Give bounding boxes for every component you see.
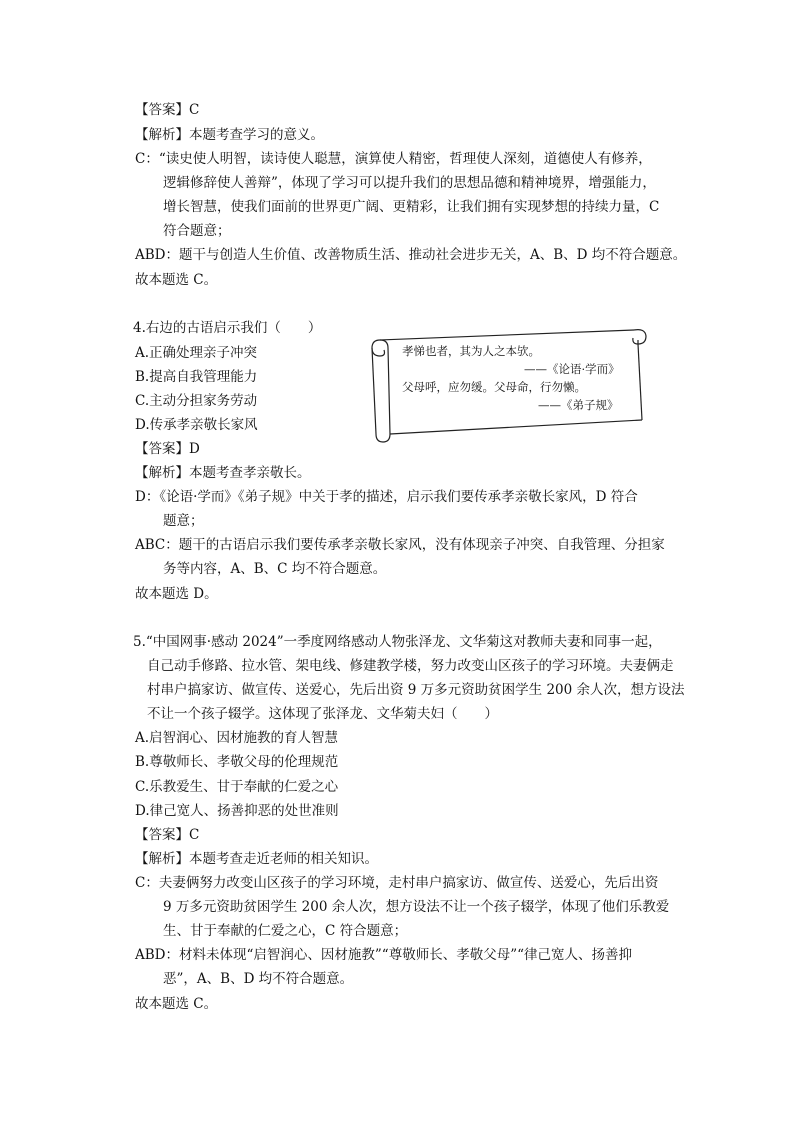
q3-c-line: C：“读史使人明智，读诗使人聪慧，演算使人精密，哲理使人深刻，道德使人有修养，	[135, 151, 652, 167]
q4-analysis-title: 【解析】本题考查孝亲敬长。	[135, 465, 311, 481]
q5-stem-line: 不让一个孩子辍学。这体现了张泽龙、文华菊夫妇（ ）	[147, 706, 498, 722]
q4-answer: 【答案】D	[135, 441, 200, 457]
q3-c-line: 符合题意；	[163, 223, 231, 239]
q3-c-line: 逻辑修辞使人善辩”，体现了学习可以提升我们的思想品德和精神境界，增强能力，	[163, 175, 656, 191]
q4-stem: 4.右边的古语启示我们（ ）	[133, 320, 322, 336]
q5-conclusion: 故本题选 C。	[135, 996, 218, 1012]
q3-conclusion: 故本题选 C。	[135, 272, 218, 288]
q5-option-d: D.律己宽人、扬善抑恶的处世准则	[135, 803, 339, 819]
q5-abd-line: 恶”，A、B、D 均不符合题意。	[163, 971, 354, 987]
q5-option-c: C.乐教爱生、甘于奉献的仁爱之心	[135, 779, 339, 795]
q5-stem-line: 自己动手修路、拉水管、架电线、修建教学楼，努力改变山区孩子的学习环境。夫妻俩走	[147, 658, 674, 674]
q5-answer: 【答案】C	[135, 827, 200, 843]
q5-analysis-title: 【解析】本题考查走近老师的相关知识。	[135, 851, 378, 867]
q3-abd: ABD：题干与创造人生价值、改善物质生活、推动社会进步无关，A、B、D 均不符合题意。	[135, 247, 687, 263]
q5-c-line: 生、甘于奉献的仁爱之心，C 符合题意；	[163, 923, 408, 939]
q4-d-line: D：《论语·学而》《弟子规》中关于孝的描述，启示我们要传承孝亲敬长家风，D 符合	[135, 489, 638, 505]
q3-c-line: 增长智慧，使我们面前的世界更广阔、更精彩，让我们拥有实现梦想的持续力量，C	[163, 199, 660, 215]
q4-option-d: D.传承孝亲敬长家风	[135, 417, 258, 433]
scroll-quote-2: 父母呼，应勿缓。父母命，行勿懒。	[402, 380, 586, 394]
q5-c-line: C：夫妻俩努力改变山区孩子的学习环境，走村串户搞家访、做宣传、送爱心，先后出资	[135, 875, 659, 891]
q4-option-b: B.提高自我管理能力	[135, 369, 258, 385]
scroll-source-1: ——《论语·学而》	[524, 362, 620, 376]
ancient-scroll-figure	[362, 322, 662, 446]
q4-abc-line: ABC：题干的古语启示我们要传承孝亲敬长家风，没有体现亲子冲突、自我管理、分担家	[135, 537, 665, 553]
q3-answer: 【答案】C	[135, 102, 200, 118]
q5-option-a: A.启智润心、因材施教的育人智慧	[135, 730, 339, 746]
q5-stem-line: 村串户搞家访、做宣传、送爱心，先后出资 9 万多元资助贫困学生 200 余人次，想方设法	[147, 682, 685, 698]
q5-stem-line: 5.“中国网事·感动 2024”一季度网络感动人物张泽龙、文华菊这对教师夫妻和同事一起，	[133, 634, 662, 650]
q4-option-c: C.主动分担家务劳动	[135, 393, 258, 409]
q5-abd-line: ABD：材料未体现“启智润心、因材施教”“尊敬师长、孝敬父母”“律己宽人、扬善抑	[135, 947, 633, 963]
q5-option-b: B.尊敬师长、孝敬父母的伦理规范	[135, 754, 339, 770]
scroll-source-2: ——《弟子规》	[538, 398, 619, 412]
q3-analysis-title: 【解析】本题考查学习的意义。	[135, 127, 324, 143]
q4-option-a: A.正确处理亲子冲突	[135, 345, 258, 361]
q4-d-line: 题意；	[163, 513, 204, 529]
q5-c-line: 9 万多元资助贫困学生 200 余人次，想方设法不让一个孩子辍学，体现了他们乐教爱	[163, 899, 670, 915]
scroll-quote-1: 孝悌也者，其为人之本欤。	[402, 344, 540, 358]
q4-conclusion: 故本题选 D。	[135, 586, 218, 602]
q4-abc-line: 务等内容，A、B、C 均不符合题意。	[163, 561, 387, 577]
